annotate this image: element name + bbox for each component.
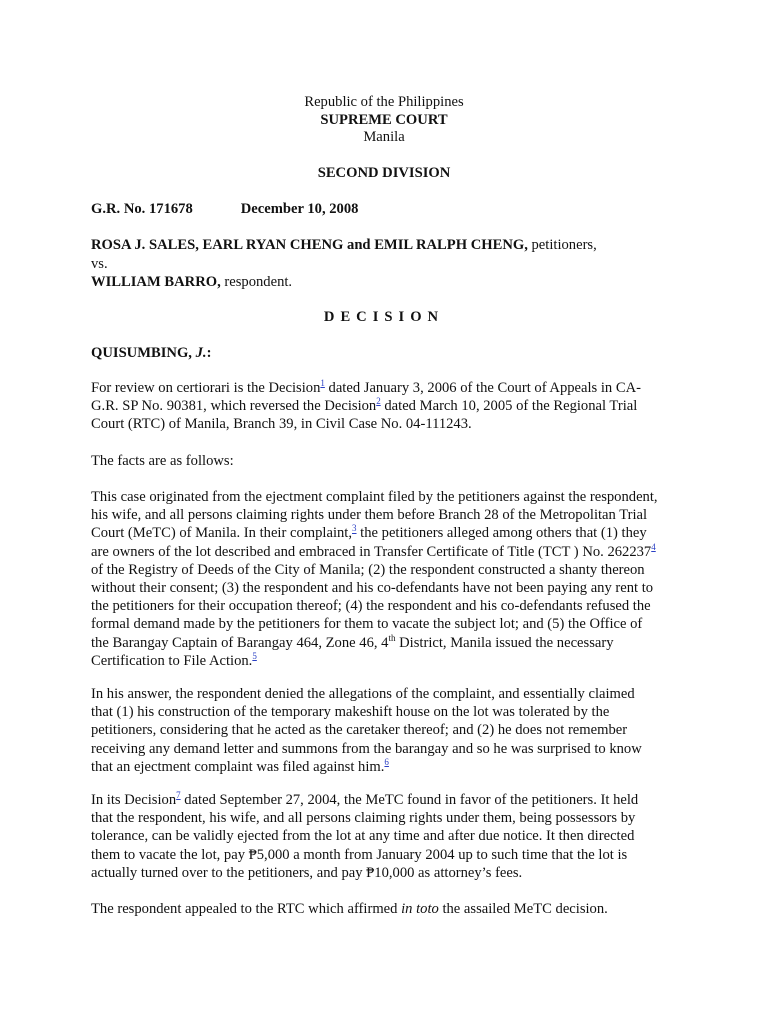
- court-city: Manila: [363, 129, 405, 145]
- text-line: the petitioners for their occupation thereof; (4) the respondent and his co-defendants refused the: [91, 598, 651, 615]
- text-line: that the respondent, his wife, and all persons claiming rights under them, being possessors by: [91, 810, 636, 827]
- text-line: his wife, and all persons claiming rights under them before Branch 28 of the Metropolitan Trial: [91, 507, 648, 524]
- footnote-link-1[interactable]: 1: [320, 378, 325, 389]
- footnote-link-2[interactable]: 2: [376, 396, 381, 407]
- respondent-name: WILLIAM BARRO,: [91, 274, 221, 290]
- decision-heading: DECISION: [323, 309, 445, 325]
- paragraph-metc-decision: [91, 791, 681, 882]
- footnote-link-7[interactable]: 7: [176, 790, 181, 801]
- text-segment: the Barangay Captain of Barangay 464, Zone 46, 4: [91, 634, 389, 651]
- paragraph-facts-intro: [91, 452, 681, 470]
- text-segment: dated January 3, 2006 of the Court of Appeals in CA-: [324, 380, 642, 396]
- text-segment: District, Manila issued the necessary: [395, 634, 614, 651]
- text-line: tolerance, can be validly ejected from the lot at any time and after due notice. It then directed: [91, 828, 635, 845]
- paragraph-review: [91, 379, 681, 434]
- versus-line: vs.: [91, 255, 108, 272]
- text-segment: For review on certiorari is the Decision: [91, 380, 321, 396]
- text-line: receiving any demand letter and summons from the barangay and so he was surprised to know: [91, 740, 642, 757]
- text-segment: are owners of the lot described and embraced in Transfer Certificate of Title (TCT ) No. 262237: [91, 543, 652, 560]
- republic-line: Republic of the Philippines: [304, 94, 464, 110]
- text-line: without their consent; (3) the respondent and his co-defendants have not been paying any rent to: [91, 580, 654, 597]
- text-line: [91, 524, 681, 542]
- ordinal-suffix: th: [388, 632, 396, 643]
- text-segment: dated September 27, 2004, the MeTC found in favor of the petitioners. It held: [180, 792, 639, 808]
- text-line: Court (RTC) of Manila, Branch 39, in Civil Case No. 04-111243.: [91, 416, 472, 433]
- text-line: This case originated from the ejectment complaint filed by the petitioners against the respondent,: [91, 489, 658, 505]
- petitioners-names: ROSA J. SALES, EARL RYAN CHENG and EMIL RALPH CHENG,: [91, 237, 528, 253]
- footnote-link-4[interactable]: 4: [651, 541, 656, 552]
- paragraph-answer: [91, 685, 681, 776]
- text-line: actually turned over to the petitioners, and pay ₱10,000 as attorney’s fees.: [91, 864, 523, 881]
- text-segment: Certification to File Action.: [91, 652, 253, 669]
- text-line: [91, 634, 681, 652]
- footnote-link-3[interactable]: 3: [352, 523, 357, 534]
- text-segment: The respondent appealed to the RTC which affirmed: [91, 901, 402, 917]
- paragraph-appeal: [91, 900, 681, 918]
- text-line: them to vacate the lot, pay ₱5,000 a month from January 2004 up to such time that the lot is: [91, 846, 628, 863]
- text-line: [91, 791, 681, 809]
- text-segment: dated March 10, 2005 of the Regional Trial: [380, 398, 638, 415]
- ponente-title: J.: [195, 345, 207, 361]
- petitioners-role: petitioners,: [527, 237, 597, 253]
- text-line: In his answer, the respondent denied the allegations of the complaint, and essentially claimed: [91, 686, 635, 702]
- text-segment: that an ejectment complaint was filed against him.: [91, 758, 385, 775]
- text-line: [91, 652, 681, 670]
- text-line: [91, 900, 681, 918]
- text-line: of the Registry of Deeds of the City of Manila; (2) the respondent constructed a shanty thereon: [91, 561, 645, 578]
- paragraph-complaint: [91, 488, 681, 670]
- text-segment: the petitioners alleged among others that (1) they: [356, 525, 647, 542]
- italic-phrase: in toto: [401, 901, 439, 917]
- footnote-link-5[interactable]: 5: [252, 650, 257, 661]
- text-line: [91, 758, 681, 776]
- case-number-line: [91, 201, 358, 218]
- case-date: December 10, 2008: [240, 201, 359, 217]
- text-segment: the assailed MeTC decision.: [438, 901, 608, 917]
- ponente-suffix: :: [206, 345, 212, 361]
- text-line: [91, 397, 681, 415]
- gr-number: G.R. No. 171678: [91, 201, 193, 217]
- text-line: petitioners, considering that he acted as the caretaker thereof; and (2) he does not remember: [91, 722, 628, 739]
- text-line: [91, 379, 681, 397]
- respondent-role: respondent.: [220, 274, 293, 290]
- text-line: formal demand made by the petitioners for them to vacate the subject lot; and (5) the Office of: [91, 616, 643, 633]
- ponente-line: [91, 345, 211, 362]
- text-segment: G.R. SP No. 90381, which reversed the Decision: [91, 398, 377, 415]
- text-line: The facts are as follows:: [91, 453, 234, 469]
- court-header: [0, 94, 768, 147]
- footnote-link-6[interactable]: 6: [384, 756, 389, 767]
- court-name: SUPREME COURT: [320, 111, 448, 128]
- respondent-line: [91, 273, 597, 292]
- parties-block: [91, 236, 597, 292]
- text-segment: In its Decision: [91, 792, 177, 808]
- division-title: SECOND DIVISION: [317, 165, 451, 181]
- petitioners-line: [91, 236, 597, 255]
- ponente-name: QUISUMBING,: [91, 345, 196, 361]
- text-line: [91, 543, 681, 561]
- text-line: that (1) his construction of the temporary makeshift house on the lot was tolerated by the: [91, 704, 610, 721]
- text-segment: Court (MeTC) of Manila. In their complaint,: [91, 525, 353, 542]
